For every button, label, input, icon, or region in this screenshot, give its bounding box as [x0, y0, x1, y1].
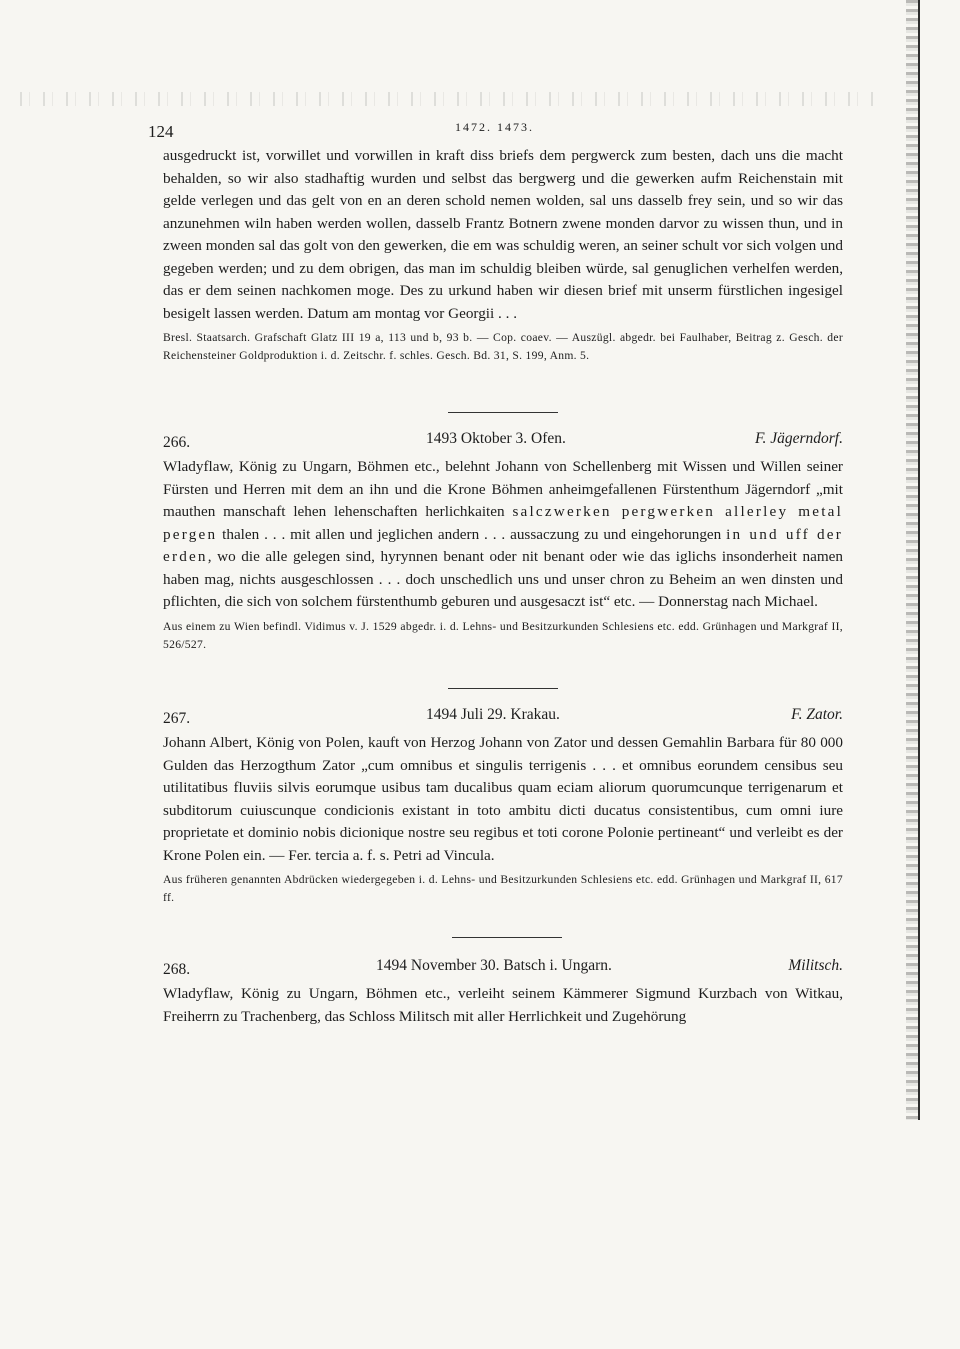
section-divider — [448, 688, 558, 689]
entry-266-body — [163, 456, 843, 654]
entry-date: 1493 Oktober 3. Ofen. — [426, 430, 566, 447]
entry-place: Militsch. — [788, 957, 843, 974]
entry-place: F. Jägerndorf. — [755, 430, 843, 447]
running-head: 1472. 1473. — [455, 120, 534, 134]
entry-268-heading — [163, 957, 843, 979]
scan-noise-top — [20, 92, 880, 106]
scan-edge-line — [918, 0, 920, 1120]
entry-267-heading — [163, 706, 843, 728]
section-divider — [452, 937, 562, 938]
continuation-source-note: Bresl. Staatsarch. Grafschaft Glatz III 19 a, 113 und b, 93 b. — Cop. coaev. — Auszügl. abgedr. bei Faulhaber, Beitrag z. Gesch. der Reichensteiner Goldproduktion i. d. Zeitschr. f. schles. Gesch. Bd. 31, S. 199, Anm. 5. — [163, 331, 843, 362]
continuation-text: ausgedruckt ist, vorwillet und vorwillen in kraft diss briefs dem pergwerck zum besten, dach uns die macht behalden, so wir also stadhaftig wurden und selbst das bergwerg und die gewerken aufm Reichenstain mit gelde verlegen und das gelt von en an deren schold nemen wolden, sal uns dasselb frey sein, und so wir das anzunehmen wiln haben werden wollen, dasselb Frantz Botnern zwene monden darvor zu wissen thun, und in zween monden sal das golt von den gewerken, die em was schuldig weren, an seiner schult vor sich volgen und gegeben werden; und zu dem obrigen, das man im schuldig bleiben würde, sal genuglichen verhelfen werden, das er dem seinen nachkomen moge. Des zu urkund haben wir diesen brief mit unserm fürstlichen ingesigel besigelt lassen werden. Datum am montag vor Georgii . . . — [163, 147, 843, 322]
entry-date: 1494 Juli 29. Krakau. — [426, 706, 560, 723]
entry-267-text: Johann Albert, König von Polen, kauft von Herzog Johann von Zator und dessen Gemahlin Barbara für 80 000 Gulden das Herzogthum Zator „cum omnibus et singulis terrigenis . . . et omnibus eorundem censibus seu utilitatibus fluviis silvis eorumque usibus tam ducalibus quam eciam aliorum quorumcunque terrigenarum et subditorum cuiuscunque condicionis existant in toto ambitu dicti ducatus consistentibus, cum omni iure proprietate et dominio nobis dicionique nostre seu regibus et toti corone Polonie pertineant“ und verleibt es der Krone Polen ein. — Fer. tercia a. f. s. Petri ad Vincula. — [163, 734, 843, 864]
page-number: 124 — [148, 122, 174, 141]
entry-266-source-note: Aus einem zu Wien befindl. Vidimus v. J. 1529 abgedr. i. d. Lehns- und Besitzurkunden Schlesiens etc. edd. Grünhagen und Markgraf II, 526/527. — [163, 619, 843, 651]
entry-268-text: Wladyflaw, König zu Ungarn, Böhmen etc., verleiht seinem Kämmerer Sigmund Kurzbach von Witkau, Freiherrn zu Trachenberg, das Schloss Militsch mit aller Herrlichkeit und Zugehörung — [163, 985, 843, 1025]
entry-number: 268. — [163, 961, 191, 978]
entry-date: 1494 November 30. Batsch i. Ungarn. — [376, 957, 612, 974]
continuation-block — [163, 145, 843, 365]
entry-number: 266. — [163, 434, 191, 451]
entry-266-heading — [163, 430, 843, 452]
entry-267-source-note: Aus früheren genannten Abdrücken wiedergegeben i. d. Lehns- und Besitzurkunden Schlesiens etc. edd. Grünhagen und Markgraf II, 617 ff. — [163, 873, 843, 904]
entry-267-body — [163, 732, 843, 907]
entry-266-text: Wladyflaw, König zu Ungarn, Böhmen etc., belehnt Johann von Schellenberg mit Wissen und Willen seiner Fürsten und Herren mit dem an ihn und die Krone Böhmen anheimgefallenen Fürstenthum Jägerndorf „mit mauthen manschaft lehen lehenschaften herlichkaiten salczwerken pergwerken allerley metal pergen thalen . . . mit allen und jeglichen andern . . . aussaczung zu und eingehorungen in und uff der erden, wo die alle gelegen sind, hyrynnen benant oder nit benant oder wie das iglichs insonderheit namen haben mag, nichts ausgeschlossen . . . doch unschedlich uns und unser chron zu Beheim an wen dinsten und pflichten, die sich von solchem fürstenthumb geburen und ausgesaczt ist“ etc. — Donnerstag nach Michael. — [163, 458, 844, 610]
section-divider — [448, 412, 558, 413]
entry-number: 267. — [163, 710, 191, 727]
entry-place: F. Zator. — [791, 706, 843, 723]
entry-268-body — [163, 983, 843, 1028]
